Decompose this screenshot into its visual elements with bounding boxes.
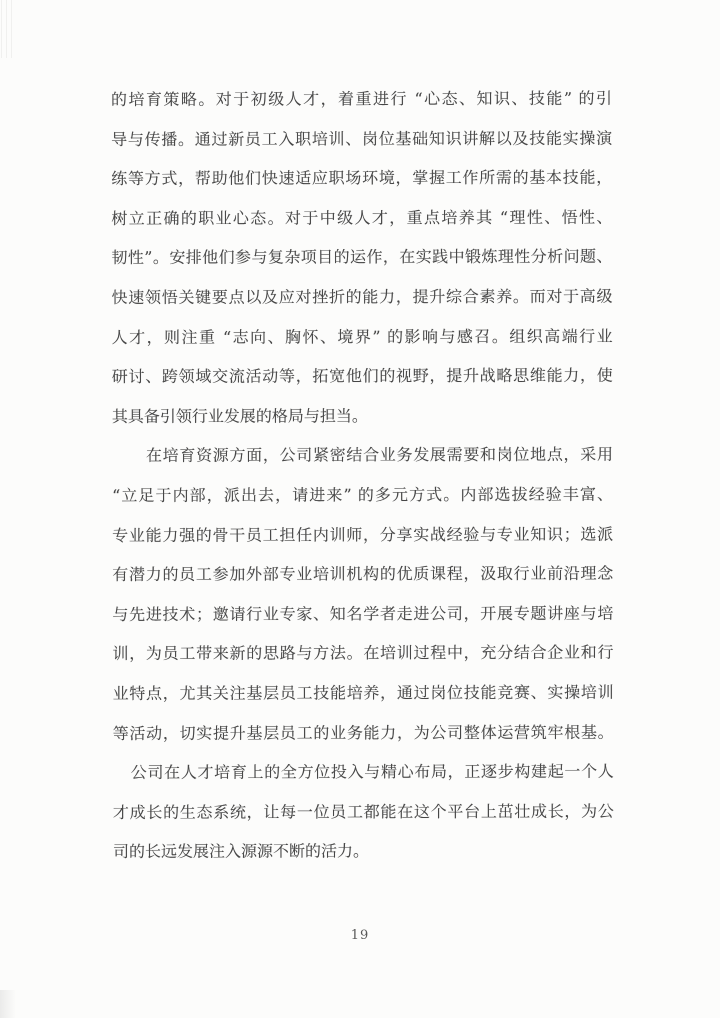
text-line: 与先进技术；邀请行业专家、知名学者走进公司，开展专题讲座与培 (112, 603, 614, 624)
paragraph-3 (113, 752, 614, 872)
text-line: 业特点，尤其关注基层员工技能培养，通过岗位技能竞赛、实操培训 (112, 682, 614, 703)
text-line: 司的长远发展注入源源不断的活力。 (112, 841, 370, 862)
scan-artifact-top-left (1, 0, 14, 58)
text-line: 快速领悟关键要点以及应对挫折的能力，提升综合素养。而对于高级 (111, 286, 613, 307)
text-line: 才成长的生态系统，让每一位员工都能在这个平台上茁壮成长，为公 (112, 801, 614, 822)
text-line: 树立正确的职业心态。对于中级人才，重点培养其 “理性、悟性、 (111, 207, 613, 228)
paragraph-2 (112, 435, 614, 753)
text-line: 有潜力的员工参加外部专业培训机构的优质课程，汲取行业前沿理念 (112, 563, 614, 585)
text-line: 人才，则注重 “志向、胸怀、境界” 的影响与感召。组织高端行业 (111, 326, 613, 347)
text-line: 练等方式，帮助他们快速适应职场环境，掌握工作所需的基本技能， (111, 167, 613, 189)
paragraph-1 (111, 79, 613, 437)
document-body (111, 79, 614, 872)
text-line: 训，为员工带来新的思路与方法。在培训过程中，充分结合企业和行 (112, 643, 614, 664)
text-line: 韧性”。安排他们参与复杂项目的运作，在实践中锻炼理性分析问题、 (111, 247, 613, 268)
text-line: 在培育资源方面，公司紧密结合业务发展需要和岗位地点，采用 (145, 445, 613, 466)
text-line: 等活动，切实提升基层员工的业务能力，为公司整体运营筑牢根基。 (112, 722, 614, 743)
text-line: 研讨、跨领域交流活动等，拓宽他们的视野，提升战略思维能力，使 (111, 365, 613, 387)
text-line: 专业能力强的骨干员工担任内训师，分享实战经验与专业知识；选派 (112, 524, 614, 545)
scan-artifact-bottom-left (0, 990, 16, 1018)
text-line: 公司在人才培育上的全方位投入与精心布局，正逐步构建起一个人 (130, 761, 614, 783)
text-line: “立足于内部，派出去，请进来” 的多元方式。内部选拔经验丰富、 (112, 484, 614, 505)
page-number: 19 (350, 928, 370, 943)
text-line: 的培育策略。对于初级人才，着重进行 “心态、知识、技能” 的引 (110, 88, 613, 110)
text-line: 导与传播。通过新员工入职培训、岗位基础知识讲解以及技能实操演 (111, 128, 613, 149)
text-line: 其具备引领行业发展的格局与担当。 (111, 406, 368, 426)
